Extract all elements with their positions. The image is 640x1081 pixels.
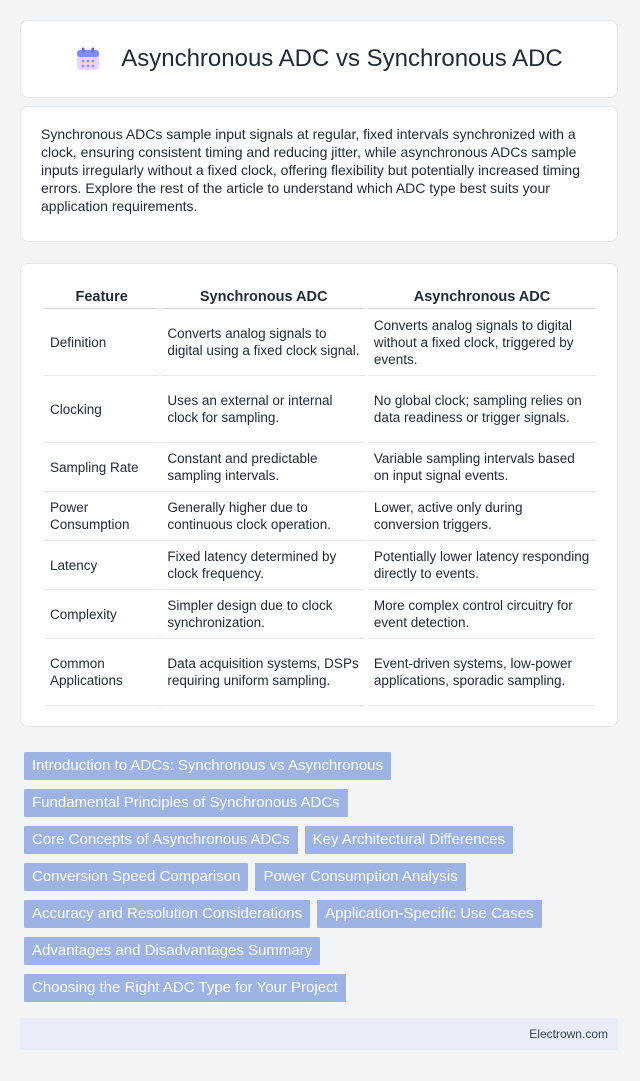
link-row bbox=[24, 789, 616, 817]
table-row bbox=[44, 443, 596, 492]
cell-synchronous: Uses an external or internal clock for sampling. bbox=[161, 376, 366, 443]
header-asynchronous: Asynchronous ADC bbox=[368, 284, 596, 309]
table-row bbox=[44, 376, 596, 443]
intro-card bbox=[20, 106, 618, 242]
link-power-consumption[interactable]: Power Consumption Analysis bbox=[255, 863, 465, 891]
cell-synchronous: Converts analog signals to digital using a fixed clock signal. bbox=[161, 309, 366, 376]
comparison-card bbox=[20, 263, 618, 727]
link-choosing-adc[interactable]: Choosing the Right ADC Type for Your Project bbox=[24, 974, 346, 1002]
cell-feature: Clocking bbox=[44, 376, 159, 443]
cell-asynchronous: Converts analog signals to digital without a fixed clock, triggered by events. bbox=[368, 309, 596, 376]
link-core-concepts[interactable]: Core Concepts of Asynchronous ADCs bbox=[24, 826, 298, 854]
page-title: Asynchronous ADC vs Synchronous ADC bbox=[121, 45, 563, 72]
cell-asynchronous: Potentially lower latency responding directly to events. bbox=[368, 541, 596, 590]
cell-feature: Power Consumption bbox=[44, 492, 159, 541]
cell-synchronous: Constant and predictable sampling intervals. bbox=[161, 443, 366, 492]
table-row bbox=[44, 492, 596, 541]
cell-synchronous: Simpler design due to clock synchronization. bbox=[161, 590, 366, 639]
link-row bbox=[24, 974, 616, 1002]
link-row bbox=[24, 826, 616, 854]
link-row bbox=[24, 752, 616, 780]
link-use-cases[interactable]: Application-Specific Use Cases bbox=[317, 900, 541, 928]
cell-asynchronous: Variable sampling intervals based on input signal events. bbox=[368, 443, 596, 492]
header-feature: Feature bbox=[44, 284, 159, 309]
cell-asynchronous: More complex control circuitry for event detection. bbox=[368, 590, 596, 639]
cell-asynchronous: No global clock; sampling relies on data readiness or trigger signals. bbox=[368, 376, 596, 443]
cell-feature: Common Applications bbox=[44, 639, 159, 706]
header-synchronous: Synchronous ADC bbox=[161, 284, 366, 309]
cell-synchronous: Data acquisition systems, DSPs requiring uniform sampling. bbox=[161, 639, 366, 706]
cell-synchronous: Fixed latency determined by clock frequency. bbox=[161, 541, 366, 590]
calendar-icon bbox=[75, 46, 101, 72]
link-accuracy-resolution[interactable]: Accuracy and Resolution Considerations bbox=[24, 900, 310, 928]
comparison-table bbox=[42, 284, 598, 706]
cell-feature: Definition bbox=[44, 309, 159, 376]
cell-asynchronous: Event-driven systems, low-power applications, sporadic sampling. bbox=[368, 639, 596, 706]
cell-feature: Latency bbox=[44, 541, 159, 590]
table-row bbox=[44, 639, 596, 706]
footer bbox=[20, 1018, 618, 1050]
intro-text: Synchronous ADCs sample input signals at regular, fixed intervals synchronized with a clock, ensuring consistent timing and reducing jitter, while asynchronous ADCs sample inputs irregularly without a fixed clock, offering flexibility but potentially increased timing errors. Explore the rest of the article to understand which ADC type best suits your application requirements. bbox=[41, 126, 581, 214]
link-architectural-differences[interactable]: Key Architectural Differences bbox=[305, 826, 513, 854]
title-card bbox=[20, 20, 618, 98]
cell-synchronous: Generally higher due to continuous clock operation. bbox=[161, 492, 366, 541]
link-row bbox=[24, 900, 616, 928]
table-row bbox=[44, 590, 596, 639]
cell-asynchronous: Lower, active only during conversion triggers. bbox=[368, 492, 596, 541]
link-introduction[interactable]: Introduction to ADCs: Synchronous vs Asynchronous bbox=[24, 752, 391, 780]
cell-feature: Sampling Rate bbox=[44, 443, 159, 492]
link-row bbox=[24, 937, 616, 965]
link-row bbox=[24, 863, 616, 891]
link-fundamental-principles[interactable]: Fundamental Principles of Synchronous ADCs bbox=[24, 789, 348, 817]
table-header-row bbox=[44, 284, 596, 309]
link-conversion-speed[interactable]: Conversion Speed Comparison bbox=[24, 863, 248, 891]
table-row bbox=[44, 541, 596, 590]
link-advantages-disadvantages[interactable]: Advantages and Disadvantages Summary bbox=[24, 937, 320, 965]
table-row bbox=[44, 309, 596, 376]
cell-feature: Complexity bbox=[44, 590, 159, 639]
footer-site[interactable]: Electrown.com bbox=[529, 1027, 608, 1041]
related-links bbox=[24, 752, 616, 1011]
